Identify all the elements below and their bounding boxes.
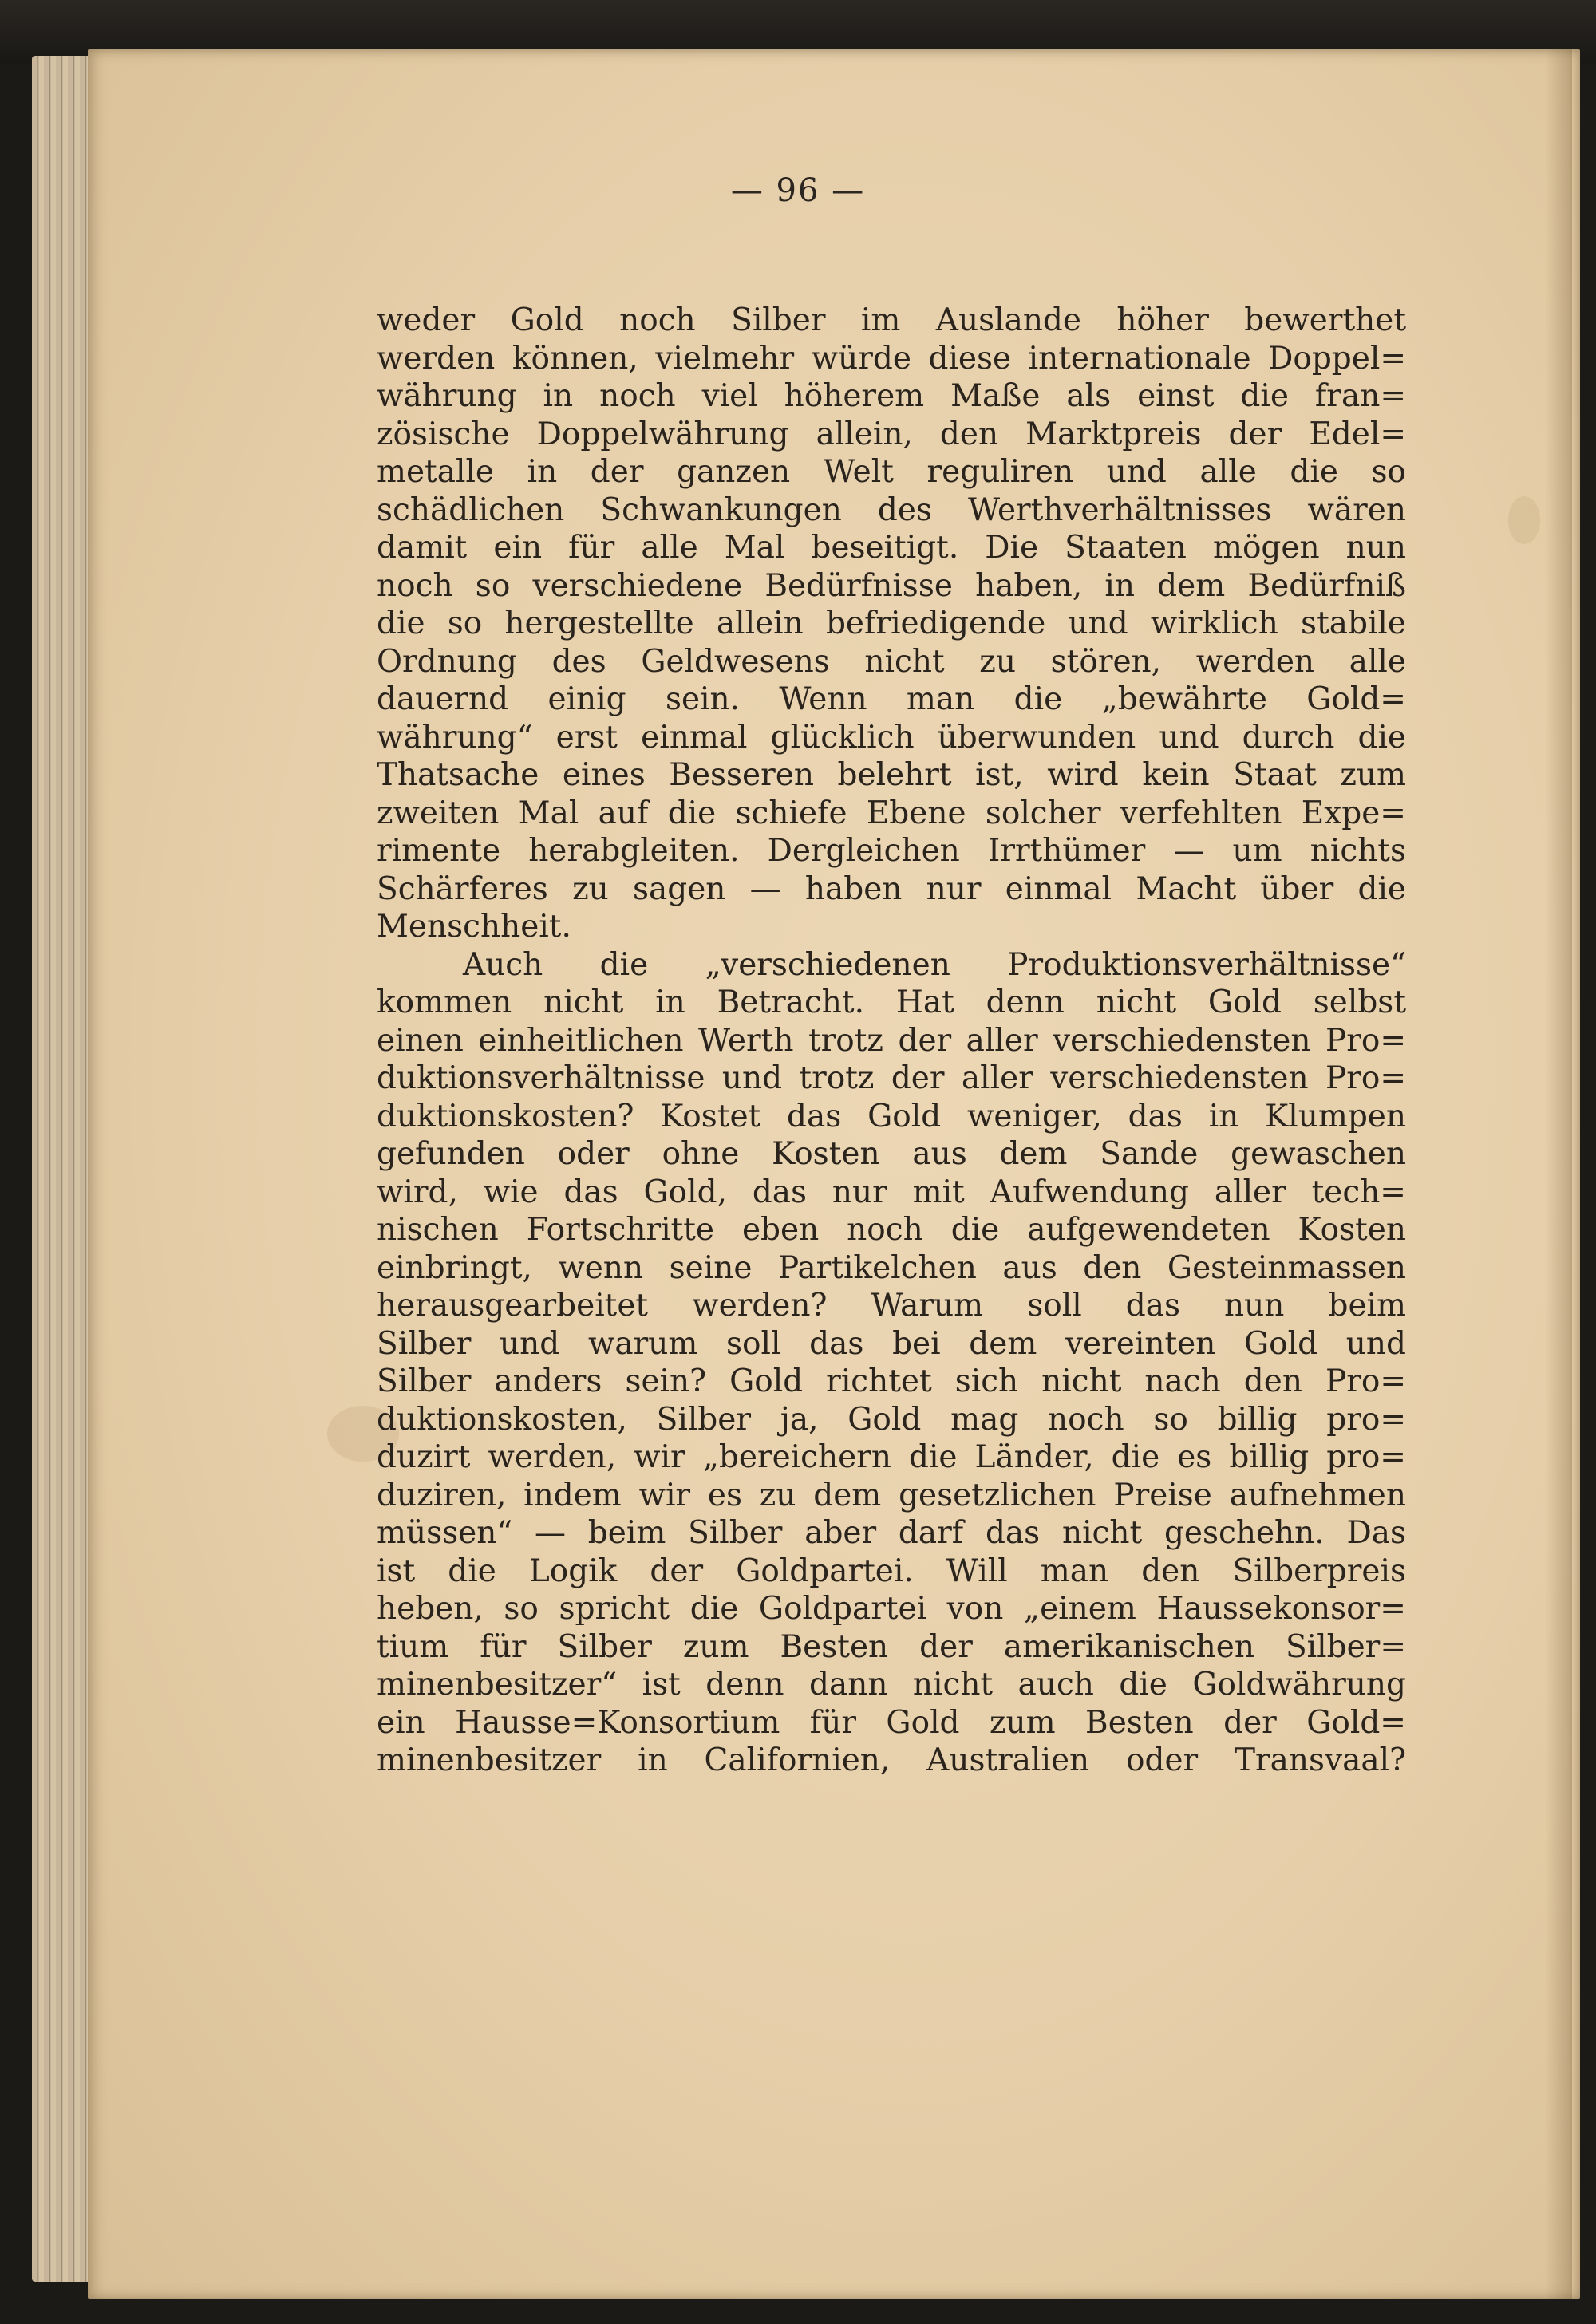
text-line: ist die Logik der Goldpartei. Will man den Silberpreis (377, 1553, 1406, 1589)
text-line: einbringt, wenn seine Partikelchen aus den Gesteinmassen (377, 1249, 1406, 1286)
paper-stain (1508, 496, 1540, 544)
text-line: duziren, indem wir es zu dem gesetzlichen Preise aufnehmen (377, 1477, 1406, 1513)
text-line: wird, wie das Gold, das nur mit Aufwendung aller tech= (377, 1174, 1406, 1210)
text-line: herausgearbeitet werden? Warum soll das nun beim (377, 1288, 1406, 1324)
text-line: die so hergestellte allein befriedigende und wirklich stabile (377, 606, 1406, 641)
text-line: Silber und warum soll das bei dem vereinten Gold und (377, 1325, 1406, 1362)
page-number: — 96 — (730, 172, 866, 209)
text-line: zösische Doppelwährung allein, den Marktpreis der Edel= (377, 416, 1406, 452)
text-line: noch so verschiedene Bedürfnisse haben, in dem Bedürfniß (377, 567, 1406, 604)
text-line: duktionskosten, Silber ja, Gold mag noch so billig pro= (377, 1401, 1406, 1438)
text-line: metalle in der ganzen Welt reguliren und alle die so (377, 454, 1406, 490)
text-line: gefunden oder ohne Kosten aus dem Sande gewaschen (377, 1136, 1406, 1172)
text-line: währung in noch viel höherem Maße als einst die fran= (377, 378, 1406, 414)
text-line: minenbesitzer“ ist denn dann nicht auch die Goldwährung (377, 1667, 1406, 1703)
text-line: Schärferes zu sagen — haben nur einmal Macht über die (377, 870, 1406, 907)
text-line: währung“ erst einmal glücklich überwunden und durch die (377, 719, 1406, 756)
text-line: müssen“ — beim Silber aber darf das nicht geschehn. Das (377, 1515, 1406, 1551)
text-line: Thatsache eines Besseren belehrt ist, wird kein Staat zum (377, 757, 1406, 793)
body-text (377, 302, 1406, 1780)
text-line: zweiten Mal auf die schiefe Ebene solcher verfehlten Expe= (377, 795, 1406, 831)
text-line: einen einheitlichen Werth trotz der aller verschiedensten Pro= (377, 1022, 1406, 1059)
text-line: schädlichen Schwankungen des Werthverhältnisses wären (377, 491, 1406, 528)
text-line: nischen Fortschritte eben noch die aufgewendeten Kosten (377, 1212, 1406, 1248)
text-line: weder Gold noch Silber im Auslande höher bewerthet (377, 302, 1406, 338)
text-line: duktionskosten? Kostet das Gold weniger, das in Klumpen (377, 1098, 1406, 1134)
page-gutter (1545, 49, 1572, 2299)
text-line: werden können, vielmehr würde diese internationale Doppel= (377, 340, 1406, 377)
text-line: ein Hausse=Konsortium für Gold zum Besten der Gold= (377, 1704, 1406, 1741)
text-line: Auch die „verschiedenen Produktionsverhältnisse“ (463, 946, 1406, 983)
text-line: damit ein für alle Mal beseitigt. Die Staaten mögen nun (377, 530, 1406, 566)
text-line: duzirt werden, wir „bereichern die Länder, die es billig pro= (377, 1439, 1406, 1475)
text-line: heben, so spricht die Goldpartei von „einem Haussekonsor= (377, 1591, 1406, 1627)
text-line: tium für Silber zum Besten der amerikanischen Silber= (377, 1628, 1406, 1665)
text-line: Ordnung des Geldwesens nicht zu stören, werden alle (377, 643, 1406, 680)
text-line: kommen nicht in Betracht. Hat denn nicht Gold selbst (377, 984, 1406, 1020)
text-line: rimente herabgleiten. Dergleichen Irrthümer — um nichts (377, 833, 1406, 869)
text-line: Silber anders sein? Gold richtet sich nicht nach den Pro= (377, 1363, 1406, 1399)
text-line: minenbesitzer in Californien, Australien oder Transvaal? (377, 1742, 1406, 1778)
text-line: duktionsverhältnisse und trotz der aller verschiedensten Pro= (377, 1060, 1406, 1096)
text-line: Menschheit. (377, 909, 571, 945)
text-line: dauernd einig sein. Wenn man die „bewährte Gold= (377, 681, 1406, 717)
